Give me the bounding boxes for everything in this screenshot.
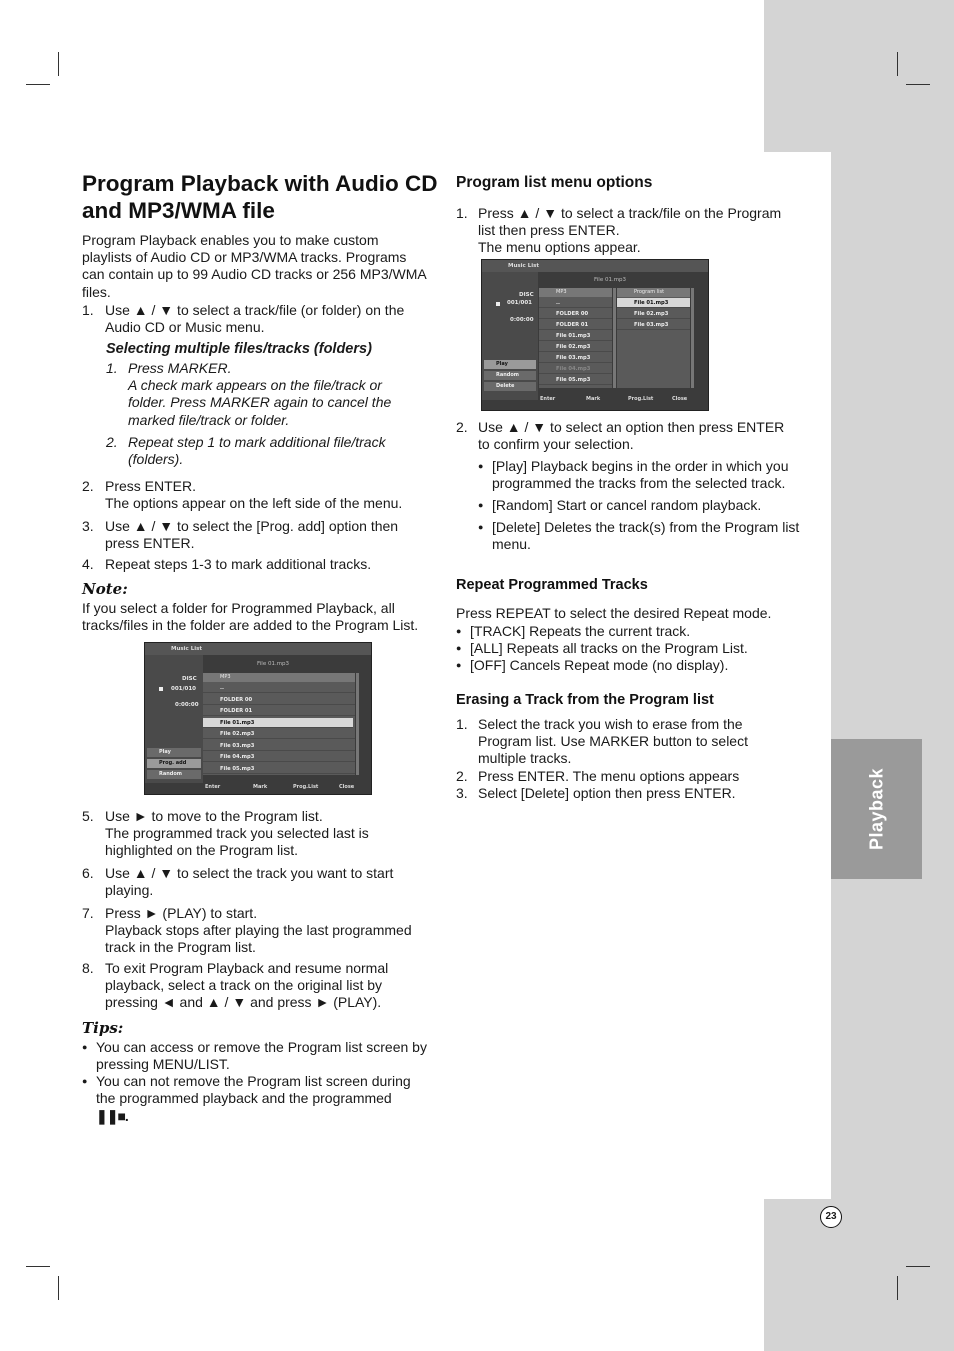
bullet: ● xyxy=(456,643,462,653)
page-number: 23 xyxy=(820,1206,842,1228)
option-delete[interactable]: Delete xyxy=(484,382,536,391)
section-heading: Erasing a Track from the Program list xyxy=(456,692,714,708)
list-item[interactable]: File 03.mp3 xyxy=(539,353,612,363)
list-item[interactable]: File 05.mp3 xyxy=(203,764,355,774)
sub-heading: Selecting multiple files/tracks (folders) xyxy=(106,341,372,357)
bullet: ● xyxy=(478,500,484,510)
footer-mark: Mark xyxy=(253,784,268,790)
step-number: 6. xyxy=(82,865,94,881)
step-text: Use ▲ / ▼ to select a track/file (or folder) on the Audio CD or Music menu. xyxy=(105,302,405,336)
screen-title: Music List xyxy=(508,263,540,269)
step-text: Use ▲ / ▼ to select an option then press ENTER to confirm your selection. xyxy=(478,419,785,453)
option-description: [Delete] Deletes the track(s) from the Program list menu. xyxy=(492,519,800,553)
crop-mark xyxy=(897,52,898,76)
list-item[interactable]: File 05.mp3 xyxy=(539,375,612,385)
right-margin-band xyxy=(831,152,954,1199)
footer-close: Close xyxy=(339,784,355,790)
list-item[interactable]: File 04.mp3 xyxy=(203,752,355,762)
scrollbar[interactable] xyxy=(356,673,359,775)
sub-step-text: Repeat step 1 to mark additional file/track (folders). xyxy=(128,434,386,468)
option-random[interactable]: Random xyxy=(147,770,201,779)
repeat-mode: [OFF] Cancels Repeat mode (no display). xyxy=(470,657,729,673)
bullet: ● xyxy=(456,626,462,636)
program-list-header: Program list xyxy=(617,288,690,297)
play-time: 0:00:00 xyxy=(510,317,534,323)
step-text: Use ▲ / ▼ to select the [Prog. add] option then press ENTER. xyxy=(105,518,399,552)
option-prog-add[interactable]: Prog. add xyxy=(147,759,201,768)
section-tab-label: Playback xyxy=(866,767,886,851)
intro-paragraph: Program Playback enables you to make custom playlists of Audio CD or MP3/WMA tracks. Programs can contain up to 99 Audio CD tracks or 256 MP3/WMA files. xyxy=(82,232,426,300)
footer-enter: Enter xyxy=(540,396,556,402)
list-item[interactable]: File 04.mp3 xyxy=(539,364,612,374)
step-number: 3. xyxy=(82,518,94,534)
option-description: [Play] Playback begins in the order in which you programmed the tracks from the selected track. xyxy=(492,458,789,492)
step-text: Press ► (PLAY) to start. Playback stops after playing the last programmed track in the Program list. xyxy=(105,905,412,956)
screen-file-name: File 01.mp3 xyxy=(594,277,627,283)
crop-mark xyxy=(906,1266,930,1267)
list-item[interactable]: FOLDER 01 xyxy=(203,706,355,716)
list-item[interactable]: File 01.mp3 xyxy=(539,331,612,341)
list-item-selected[interactable]: File 01.mp3 xyxy=(203,718,353,728)
right-margin-band-bottom xyxy=(764,1199,954,1351)
section-heading: Repeat Programmed Tracks xyxy=(456,577,648,593)
screen-title: Music List xyxy=(171,646,203,652)
disc-label: DISC xyxy=(519,292,534,298)
step-text: Press ENTER. The menu options appears xyxy=(478,768,740,784)
step-number: 2. xyxy=(456,419,468,435)
footer-prog-list: Prog.List xyxy=(628,396,654,402)
sub-step-text: Press MARKER. A check mark appears on the file/track or folder. Press MARKER again to cancel the marked file/track or folder. xyxy=(128,360,392,428)
note-heading: Note: xyxy=(82,580,128,598)
footer-close: Close xyxy=(672,396,688,402)
step-number: 5. xyxy=(82,808,94,824)
bullet: ● xyxy=(456,660,462,670)
page-title: Program Playback with Audio CD and MP3/WMA file xyxy=(82,171,438,223)
step-number: 2. xyxy=(456,768,468,784)
list-item-up[interactable]: .. xyxy=(203,683,355,693)
step-number: 1. xyxy=(456,205,468,221)
list-item-up[interactable]: .. xyxy=(539,298,612,308)
program-list-screenshot xyxy=(481,259,709,411)
disc-icon xyxy=(159,687,163,691)
list-item[interactable]: File 03.mp3 xyxy=(203,741,355,751)
track-count: 001/010 xyxy=(171,686,196,692)
step-text: Use ► to move to the Program list. The programmed track you selected last is highlighted on the Program list. xyxy=(105,808,369,859)
bullet: ● xyxy=(478,461,484,471)
crop-mark xyxy=(58,1276,59,1300)
step-text: Select [Delete] option then press ENTER. xyxy=(478,785,736,801)
sub-step-number: 2. xyxy=(106,434,118,450)
step-text: Use ▲ / ▼ to select the track you want to start playing. xyxy=(105,865,394,899)
bullet: ● xyxy=(82,1042,88,1052)
crop-mark xyxy=(26,1266,50,1267)
step-number: 1. xyxy=(82,302,94,318)
option-play[interactable]: Play xyxy=(147,748,201,757)
pause-stop-symbol: ❚❚■. xyxy=(96,1108,128,1124)
list-item[interactable]: File 02.mp3 xyxy=(539,342,612,352)
option-play[interactable]: Play xyxy=(484,360,536,369)
step-number: 2. xyxy=(82,478,94,494)
play-time: 0:00:00 xyxy=(175,702,199,708)
crop-mark xyxy=(906,84,930,85)
step-number: 4. xyxy=(82,556,94,572)
bullet: ● xyxy=(478,522,484,532)
tips-heading: Tips: xyxy=(82,1019,124,1037)
step-text: To exit Program Playback and resume normal playback, select a track on the original list by pressing ◄ and ▲ / ▼ and press ► (PLAY). xyxy=(105,960,389,1011)
repeat-mode: [ALL] Repeats all tracks on the Program List. xyxy=(470,640,748,656)
program-list-item[interactable]: File 02.mp3 xyxy=(617,309,690,319)
footer-prog-list: Prog.List xyxy=(293,784,319,790)
disc-icon xyxy=(496,302,500,306)
list-item[interactable]: FOLDER 01 xyxy=(539,320,612,330)
list-item[interactable]: FOLDER 00 xyxy=(539,309,612,319)
folder-header: MP3 xyxy=(539,288,612,297)
section-tab xyxy=(831,739,922,879)
step-text: Press ▲ / ▼ to select a track/file on the Program list then press ENTER. The menu options appear. xyxy=(478,205,782,256)
repeat-intro: Press REPEAT to select the desired Repeat mode. xyxy=(456,605,772,621)
crop-mark xyxy=(58,52,59,76)
section-heading: Program list menu options xyxy=(456,174,653,191)
step-number: 1. xyxy=(456,716,468,732)
screen-file-name: File 01.mp3 xyxy=(257,661,290,667)
track-count: 001/001 xyxy=(507,300,532,306)
option-description: [Random] Start or cancel random playback. xyxy=(492,497,762,513)
step-text: Select the track you wish to erase from the Program list. Use MARKER button to select multiple tracks. xyxy=(478,716,748,767)
step-text: Press ENTER. The options appear on the left side of the menu. xyxy=(105,478,403,512)
step-number: 7. xyxy=(82,905,94,921)
crop-mark xyxy=(26,84,50,85)
crop-mark xyxy=(897,1276,898,1300)
repeat-mode: [TRACK] Repeats the current track. xyxy=(470,623,691,639)
note-text: If you select a folder for Programmed Playback, all tracks/files in the folder are added to the Program List. xyxy=(82,600,419,634)
music-list-screenshot xyxy=(144,642,372,795)
program-list-item-selected[interactable]: File 01.mp3 xyxy=(617,298,690,308)
sub-step-number: 1. xyxy=(106,360,118,376)
program-list-item[interactable]: File 03.mp3 xyxy=(617,320,690,330)
list-item[interactable]: File 02.mp3 xyxy=(203,729,355,739)
disc-label: DISC xyxy=(182,676,197,682)
program-scrollbar[interactable] xyxy=(691,288,694,388)
step-number: 8. xyxy=(82,960,94,976)
scrollbar[interactable] xyxy=(613,288,616,388)
step-number: 3. xyxy=(456,785,468,801)
bullet: ● xyxy=(82,1076,88,1086)
tip-text: You can not remove the Program list screen during the programmed playback and the programmed xyxy=(96,1073,411,1107)
option-random[interactable]: Random xyxy=(484,371,536,380)
list-item[interactable]: FOLDER 00 xyxy=(203,695,355,705)
tip-text: You can access or remove the Program list screen by pressing MENU/LIST. xyxy=(96,1039,427,1073)
step-text: Repeat steps 1-3 to mark additional tracks. xyxy=(105,556,372,572)
footer-mark: Mark xyxy=(586,396,601,402)
folder-header: MP3 xyxy=(203,673,355,682)
right-margin-band-top xyxy=(764,0,954,152)
footer-enter: Enter xyxy=(205,784,221,790)
